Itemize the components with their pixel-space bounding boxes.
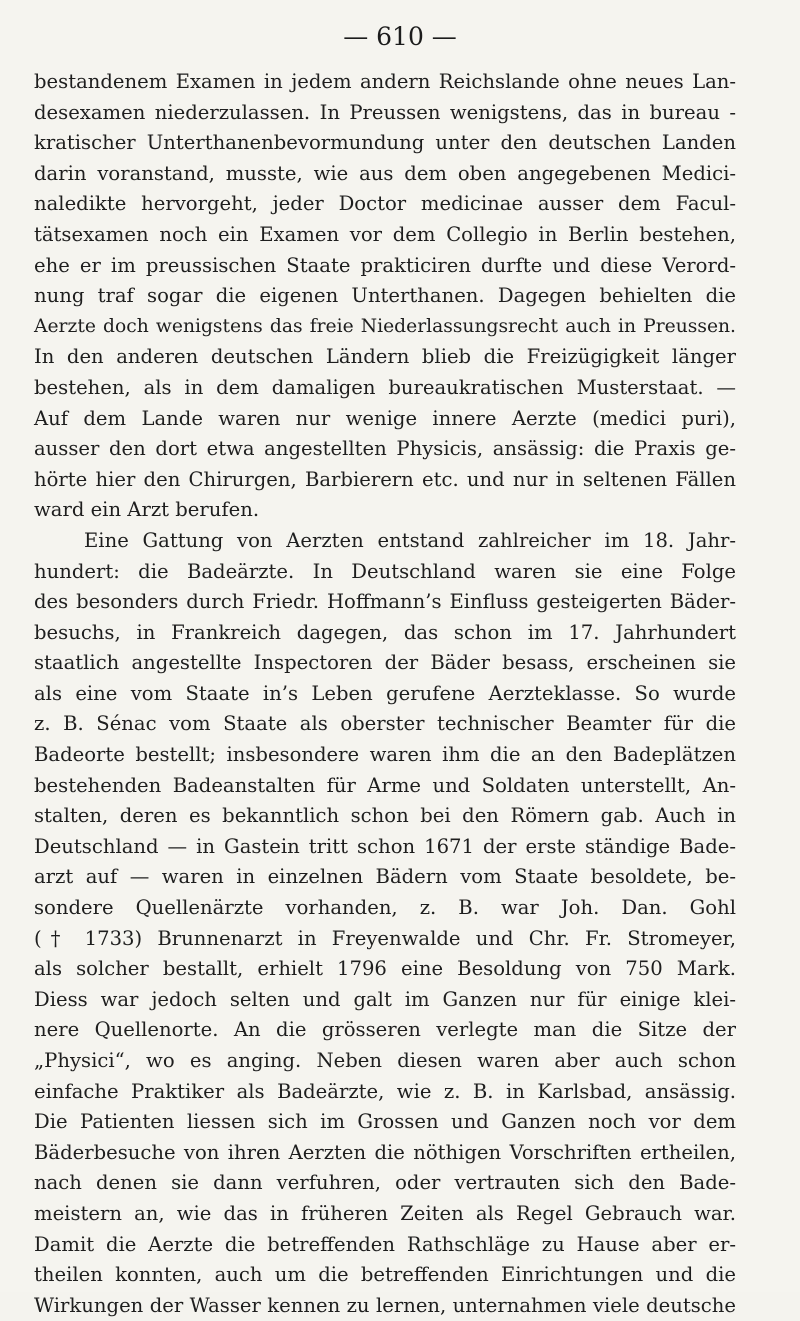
text-line: Aerzte doch wenigstens das freie Niederlassungsrecht auch in Preussen. [34,315,736,337]
text-line: arzt auf — waren in einzelnen Bädern vom Staate besoldete, be- [34,865,736,889]
text-line: Damit die Aerzte die betreffenden Rathschläge zu Hause aber er- [34,1232,736,1256]
text-line: einfache Praktiker als Badeärzte, wie z. B. in Karlsbad, ansässig. [34,1079,736,1103]
text-line: theilen konnten, auch um die betreffenden Einrichtungen und die [34,1263,736,1287]
text-line: „Physici“, wo es anging. Neben diesen waren aber auch schon [34,1049,736,1072]
text-line: nere Quellenorte. An die grösseren verlegte man die Sitze der [34,1018,736,1042]
text-line: staatlich angestellte Inspectoren der Bäder besass, erscheinen sie [34,651,736,675]
text-line: kratischer Unterthanenbevormundung unter den deutschen Landen [34,131,736,155]
text-line: nach denen sie dann verfuhren, oder vertrauten sich den Bade- [34,1171,736,1195]
text-line: Die Patienten liessen sich im Grossen und Ganzen noch vor dem [34,1110,736,1134]
text-line: ausser den dort etwa angestellten Physicis, ansässig: die Praxis ge- [34,437,736,461]
text-line: († 1733) Brunnenarzt in Freyenwalde und Chr. Fr. Stromeyer, [34,926,736,950]
text-line: meistern an, wie das in früheren Zeiten als Regel Gebrauch war. [34,1201,736,1225]
body-text [34,67,736,1321]
text-line: z. B. Sénac vom Staate als oberster technischer Beamter für die [34,712,736,736]
text-line: Deutschland — in Gastein tritt schon 1671 der erste ständige Bade- [34,834,736,858]
text-line: nung traf sogar die eigenen Unterthanen. Dagegen behielten die [34,284,736,308]
text-line: als eine vom Staate in’s Leben gerufene Aerzteklasse. So wurde [34,681,736,705]
text-line: ehe er im preussischen Staate prakticiren durfte und diese Verord- [34,253,736,277]
text-line: bestehen, als in dem damaligen bureaukratischen Musterstaat. — [34,375,736,399]
text-line: bestandenem Examen in jedem andern Reichslande ohne neues Lan- [34,70,736,93]
text-line: sondere Quellenärzte vorhanden, z. B. war Joh. Dan. Gohl [34,896,736,920]
paragraph-last-line: ward ein Arzt berufen. [34,498,260,522]
paragraph-first-line: Eine Gattung von Aerzten entstand zahlreicher im 18. Jahr- [84,528,736,552]
text-line: stalten, deren es bekanntlich schon bei den Römern gab. Auch in [34,804,736,828]
text-line: bestehenden Badeanstalten für Arme und Soldaten unterstellt, An- [34,773,736,797]
text-line: Auf dem Lande waren nur wenige innere Aerzte (medici puri), [34,406,736,430]
text-line: hundert: die Badeärzte. In Deutschland waren sie eine Folge [34,559,736,583]
text-line: als solcher bestallt, erhielt 1796 eine Besoldung von 750 Mark. [34,957,736,981]
text-line: Bäderbesuche von ihren Aerzten die nöthigen Vorschriften ertheilen, [34,1140,736,1164]
text-line: desexamen niederzulassen. In Preussen wenigstens, das in bureau - [34,100,736,124]
text-line: In den anderen deutschen Ländern blieb die Freizügigkeit länger [34,345,736,369]
text-line: naledikte hervorgeht, jeder Doctor medicinae ausser dem Facul- [34,192,736,216]
text-line: besuchs, in Frankreich dagegen, das schon im 17. Jahrhundert [34,620,736,644]
text-line: tätsexamen noch ein Examen vor dem Collegio in Berlin bestehen, [34,222,736,246]
text-line: Badeorte bestellt; insbesondere waren ihm die an den Badeplätzen [34,743,736,767]
text-line: des besonders durch Friedr. Hoffmann’s Einfluss gesteigerten Bäder- [34,590,736,614]
text-line: hörte hier den Chirurgen, Barbierern etc. und nur in seltenen Fällen [34,467,736,491]
page-number: — 610 — [343,22,457,51]
text-line: Wirkungen der Wasser kennen zu lernen, unternahmen viele deutsche [34,1293,736,1317]
text-line: Diess war jedoch selten und galt im Ganzen nur für einige klei- [34,987,736,1011]
text-line: darin voranstand, musste, wie aus dem oben angegebenen Medici- [34,161,736,185]
